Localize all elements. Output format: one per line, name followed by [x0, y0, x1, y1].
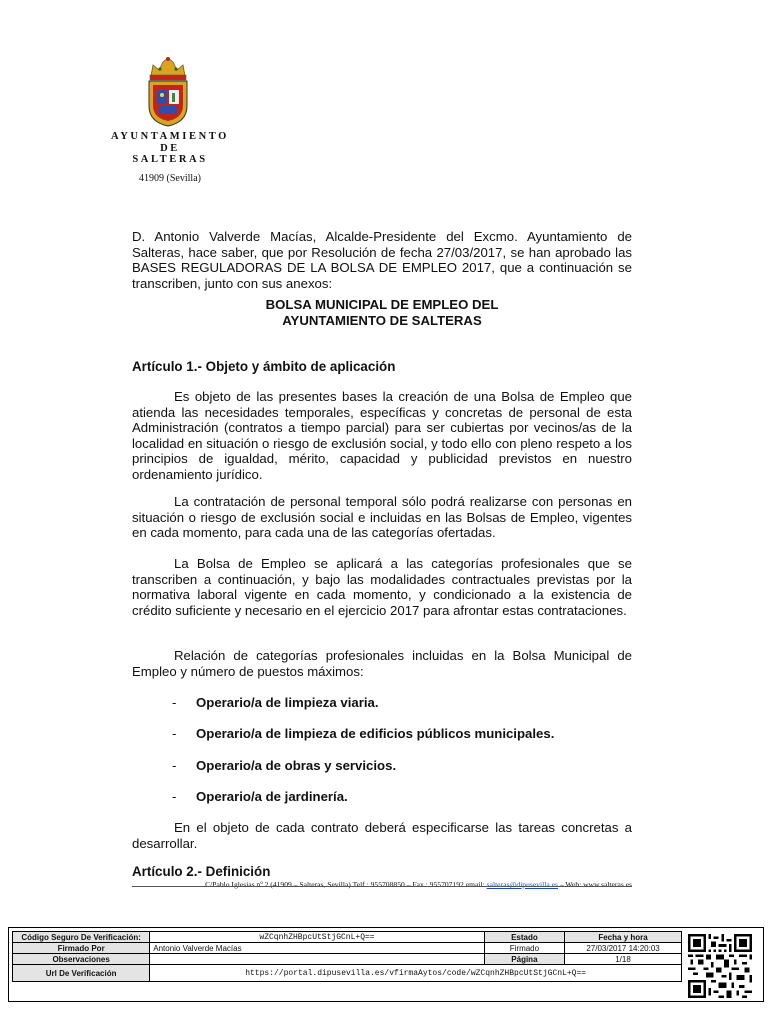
- article-1-heading: Artículo 1.- Objeto y ámbito de aplicación: [132, 359, 396, 374]
- article-1-paragraph-4: Relación de categorías profesionales incluidas en la Bolsa Municipal de Empleo y número de puestos máximos:: [132, 648, 632, 679]
- article-1-paragraph-2: La contratación de personal temporal sólo podrá realizarse con personas en situación o riesgo de exclusión social e incluidas en las Bolsas de Empleo, vigentes en cada momento, para cada una de las categorías ofertadas.: [132, 494, 632, 541]
- estado-label: Estado: [484, 932, 564, 943]
- document-title-line-2: AYUNTAMIENTO DE SALTERAS: [282, 313, 482, 328]
- firmado-value: Antonio Valverde Macías: [150, 943, 485, 954]
- footer-address: C/Pablo Iglesias nº 2 (41909 – Salteras, Sevilla) Telf.: 955708850 – Fax.: 955707192 email: salteras@dipusevilla.es – Web: www.salteras.es: [205, 880, 632, 889]
- article-2-heading: Artículo 2.- Definición: [132, 864, 271, 879]
- town-name-line-3: SALTERAS: [132, 154, 208, 165]
- fecha-value: 27/03/2017 14:20:03: [565, 943, 682, 954]
- codigo-value: wZCqnhZHBpcUtStjGCnL+Q==: [150, 932, 485, 943]
- article-1-paragraph-5: En el objeto de cada contrato deberá especificarse las tareas concretas a desarrollar.: [132, 820, 632, 851]
- article-1-paragraph-1: Es objeto de las presentes bases la creación de una Bolsa de Empleo que atienda las necesidades temporales, específicas y concretas de personal de esta Administración (contratos a tiempo parcial) para ser cubiertas por vecinos/as de la localidad en situación o riesgo de exclusión social, y todo ello con pleno respeto a los principios de igualdad, mérito, capacidad y publicidad previstos en nuestro ordenamiento jurídico.: [132, 389, 632, 482]
- observaciones-label: Observaciones: [13, 954, 150, 965]
- footer-email-link[interactable]: salteras@dipusevilla.es: [486, 880, 558, 889]
- town-name-line-1: AYUNTAMIENTO: [111, 131, 229, 142]
- verification-table: [12, 931, 682, 982]
- postal-location: 41909 (Sevilla): [139, 173, 201, 184]
- observaciones-value: [150, 954, 485, 965]
- list-item: - Operario/a de limpieza de edificios públicos municipales.: [172, 726, 555, 741]
- article-1-paragraph-3: La Bolsa de Empleo se aplicará a las categorías profesionales que se transcriben a continuación, y bajo las modalidades contractuales previstas por la normativa laboral vigente en cada momento, y condicionado a la existencia de crédito suficiente y necesario en el ejercicio 2017 para afrontar estas contrataciones.: [132, 556, 632, 618]
- qr-code-icon[interactable]: [688, 934, 752, 998]
- codigo-label: Código Seguro De Verificación:: [13, 932, 150, 943]
- list-item: - Operario/a de jardinería.: [172, 789, 348, 804]
- pagina-value: 1/18: [565, 954, 682, 965]
- pagina-label: Página: [484, 954, 564, 965]
- document-title-line-1: BOLSA MUNICIPAL DE EMPLEO DEL: [265, 297, 499, 312]
- estado-value: Firmado: [484, 943, 564, 954]
- town-name-line-2: DE: [160, 143, 180, 154]
- url-value[interactable]: https://portal.dipusevilla.es/vfirmaAytos/code/wZCqnhZHBpcUtStjGCnL+Q==: [150, 965, 682, 982]
- list-item: - Operario/a de limpieza viaria.: [172, 695, 379, 710]
- url-label: Url De Verificación: [13, 965, 150, 982]
- list-item: - Operario/a de obras y servicios.: [172, 758, 397, 773]
- footer-divider: [132, 886, 632, 887]
- firmado-label: Firmado Por: [13, 943, 150, 954]
- intro-paragraph: D. Antonio Valverde Macías, Alcalde-Presidente del Excmo. Ayuntamiento de Salteras, hace saber, que por Resolución de fecha 27/03/2017, se han aprobado las BASES REGULADORAS DE LA BOLSA DE EMPLEO 2017, que a continuación se transcriben, junto con sus anexos:: [132, 229, 632, 291]
- coat-of-arms-logo: [141, 56, 195, 128]
- fecha-label: Fecha y hora: [565, 932, 682, 943]
